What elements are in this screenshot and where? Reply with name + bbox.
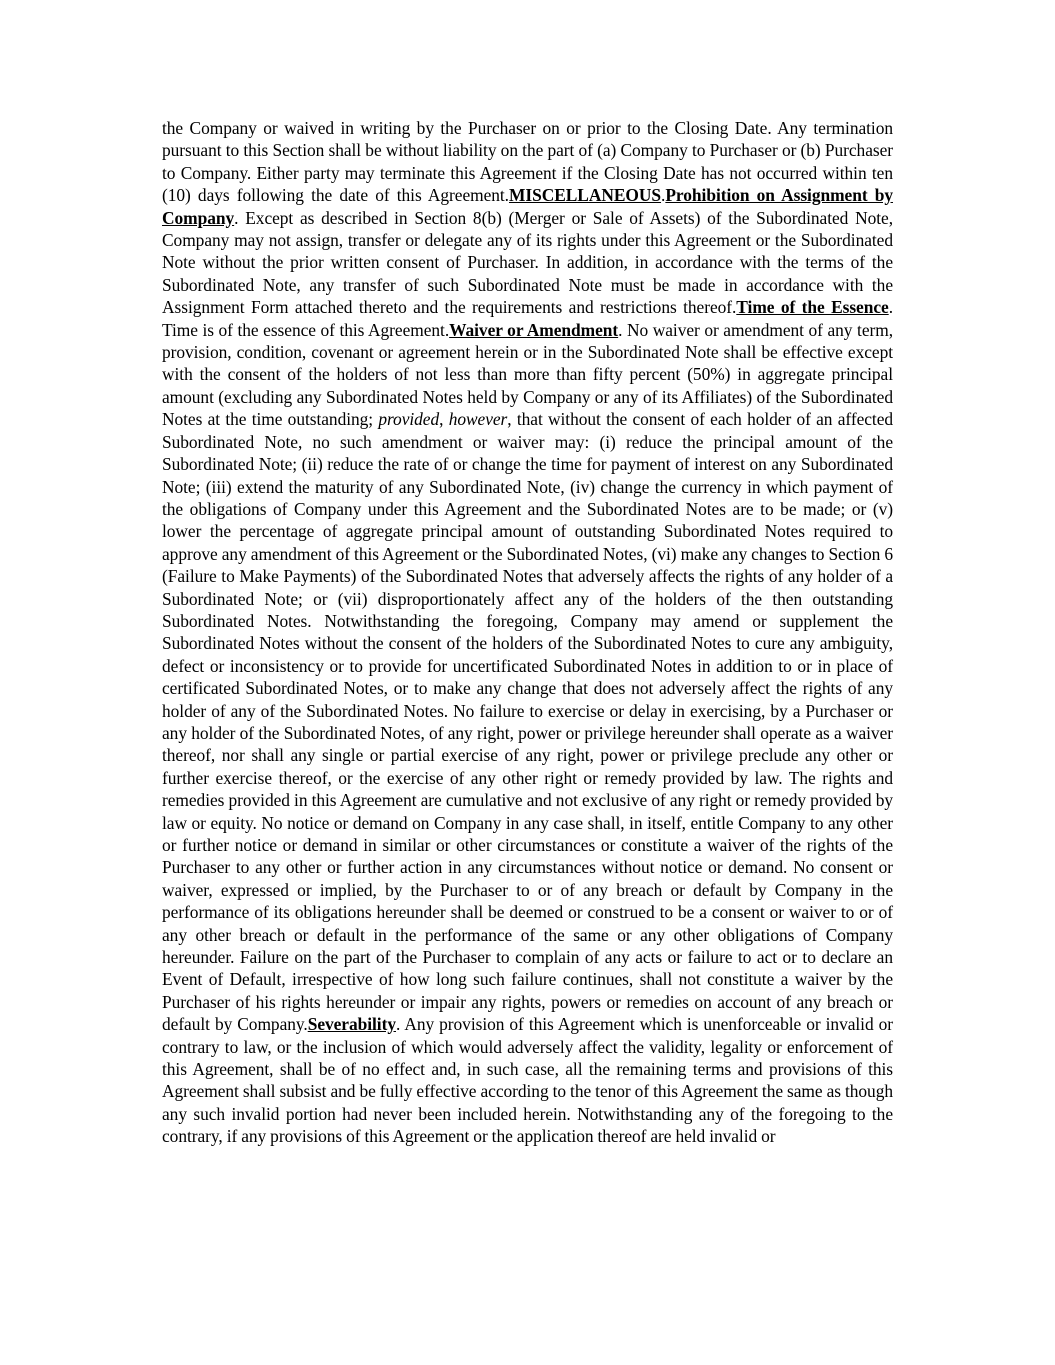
body-text: . [661,185,666,206]
italic-term: provided [378,409,440,430]
body-paragraph [162,117,893,1148]
body-text: , [439,409,449,430]
section-heading-miscellaneous: MISCELLANEOUS [508,185,662,206]
body-text: . Except as described in Section 8(b) (Merger or Sale of Assets) of the Subordinated Note, Company may not assign, transfer or delegate any of its rights under this Agreement or the Subordinated Note without the prior written consent of Purchaser. In addition, in accordance with the terms of the Subordinated Note, any transfer of such Subordinated Note must be made in accordance with the Assignment Form attached thereto and the requirements and restrictions thereof. [162,207,893,318]
body-text: , that without the consent of each holder of an affected Subordinated Note, no such amendment or waiver may: (i) reduce the principal amount of the Subordinated Note; (ii) reduce the rate of or change the time for payment of interest on any Subordinated Note; (iii) extend the maturity of any Subordinated Note, (iv) change the currency in which payment of the obligations of Company under this Agreement and the Subordinated Notes are to be made; or (v) lower the percentage of aggregate principal amount of outstanding Subordinated Notes required to approve any amendment of this Agreement or the Subordinated Notes, (vi) make any changes to Section 6 (Failure to Make Payments) of the Subordinated Notes that adversely affects the rights of any holder of a Subordinated Note; or (vii) disproportionately affect any of the holders of the then outstanding Subordinated Notes. Notwithstanding the foregoing, Company may amend or supplement the Subordinated Notes without the consent of the holders of the Subordinated Notes to cure any ambiguity, defect or inconsistency or to provide for uncertificated Subordinated Notes in addition to or in place of certificated Subordinated Notes, or to make any change that does not adversely affect the rights of any holder of any of the Subordinated Notes. No failure to exercise or delay in exercising, by a Purchaser or any holder of the Subordinated Notes, of any right, power or privilege hereunder shall operate as a waiver thereof, nor shall any single or partial exercise of any right, power or privilege preclude any other or further exercise thereof, or the exercise of any other right or remedy provided by law. The rights and remedies provided in this Agreement are cumulative and not exclusive of any right or remedy provided by law or equity. No notice or demand on Company in any case shall, in itself, entitle Company to any other or further notice or demand in similar or other circumstances or constitute a waiver of the rights of the Purchaser to any other or further action in any circumstances without notice or demand. No consent or waiver, expressed or implied, by the Purchaser to or of any breach or default by Company in the performance of its obligations hereunder shall be deemed or construed to be a consent or waiver to or of any other breach or default in the performance of the same or any other obligations of Company hereunder. Failure on the part of the Purchaser to complain of any acts or failure to act or to declare an Event of Default, irrespective of how long such failure continues, shall not constitute a waiver by the Purchaser of his rights hereunder or impair any rights, powers or remedies on account of any breach or default by Company. [162,409,894,1035]
body-text: . Time is of the essence of this Agreement. [162,297,893,340]
section-heading-waiver-or-amendment: Waiver or Amendment [449,319,619,340]
section-heading-prohibition-on-assignment: Prohibition on Assignment by Company [162,185,893,228]
document-page [162,117,893,1148]
section-heading-severability: Severability [307,1014,396,1035]
body-text: . No waiver or amendment of any term, provision, condition, covenant or agreement herein or in the Subordinated Note shall be effective except with the consent of the holders of not less than more than fifty percent (50%) in aggregate principal amount (excluding any Subordinated Notes held by Company or any of its Affiliates) of the Subordinated Notes at the time outstanding; [162,319,893,430]
body-text: . Any provision of this Agreement which is unenforceable or invalid or contrary to law, or the inclusion of which would adversely affect the validity, legality or enforcement of this Agreement, shall be of no effect and, in such case, all the remaining terms and provisions of this Agreement shall subsist and be fully effective according to the tenor of this Agreement the same as though any such invalid portion had never been included herein. Notwithstanding any of the foregoing to the contrary, if any provisions of this Agreement or the application thereof are held invalid or [162,1014,893,1147]
section-heading-time-of-the-essence: Time of the Essence [736,297,889,318]
italic-term: however [448,409,508,430]
body-text: the Company or waived in writing by the Purchaser on or prior to the Closing Date. Any termination pursuant to this Section shall be without liability on the part of (a) Company to Purchaser or (b) Purchaser to Company. Either party may terminate this Agreement if the Closing Date has not occurred within ten (10) days following the date of this Agreement. [162,118,893,206]
